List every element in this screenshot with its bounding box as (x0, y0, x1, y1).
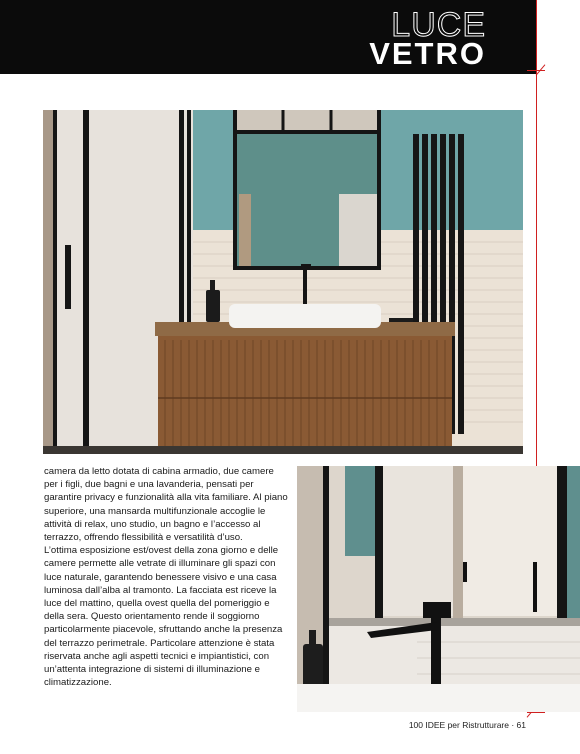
faucet-detail-photo (297, 466, 580, 712)
header-bar (0, 0, 536, 74)
crop-mark-top (527, 70, 545, 71)
title-vetro: VETRO (369, 36, 486, 71)
article-paragraph-2: L’ottima esposizione est/ovest della zona giorno e delle camere permette alle vetrate di illuminare gli spazi con luce naturale, garantendo benessere visivo e una casa luminosa dall’alba al tramonto. La facciata est riceve la luce del mattino, quella ovest quella del pomeriggio e della sera. Questo orientamento rende il soggiorno particolarmente piacevole, sfruttando anche la presenza del terrazzo perimetrale. Particolare attenzione è stata riservata anche agli aspetti tecnici e impiantistici, con un’attenta integrazione di sistemi di illuminazione e climatizzazione. (44, 545, 283, 689)
title-luce: LUCE (391, 6, 486, 44)
article-paragraph-1: camera da letto dotata di cabina armadio, due camere per i figli, due bagni e una lavanderia, pensati per garantire privacy e funzionalità alla vita familiare. Al piano superiore, una mansarda multifunzionale accoglie le attività di relax, uno studio, un bagno e l’accesso al terrazzo, offrendo flessibilità e versatilità d’uso. (44, 466, 288, 544)
article-body (44, 465, 289, 689)
page-footer: 100 IDEE per Ristrutturare · 61 (408, 720, 526, 730)
bathroom-photo (43, 110, 523, 454)
